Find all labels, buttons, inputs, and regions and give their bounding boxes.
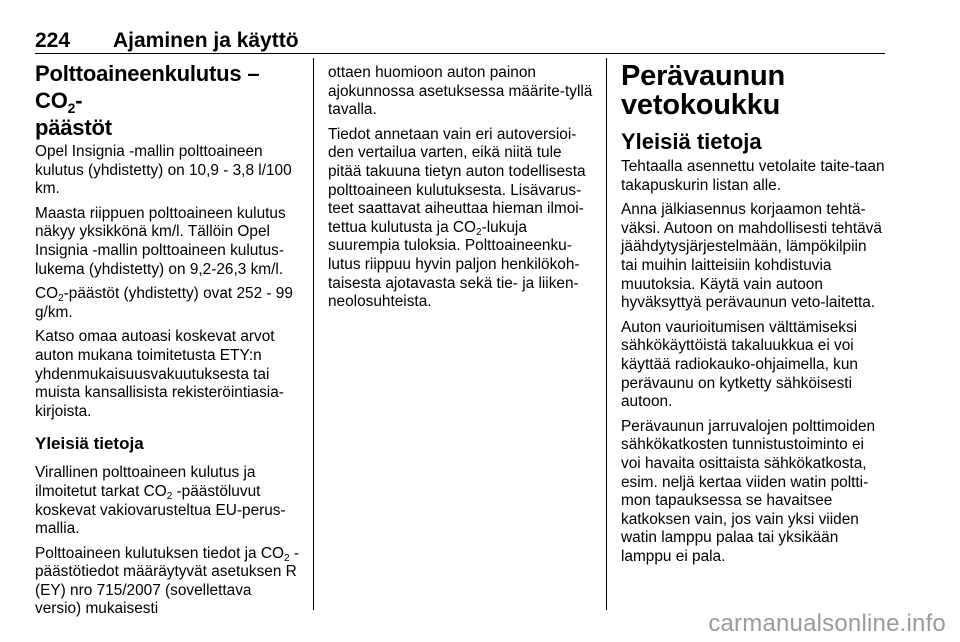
subscript: 2 (58, 293, 64, 305)
text: Polttoaineen kulutuksen tiedot ja CO (35, 544, 284, 562)
section-heading-towing: Perävaunun vetokoukku (621, 60, 785, 121)
text: -päästötiedot määräytyvät asetuksen R (EY) nro 715/2007 (sovellettava versio) mukaisesti (35, 544, 299, 618)
heading-text: Polttoaineenkulutus – CO (35, 61, 260, 113)
subheading-general-info: Yleisiä tietoja (621, 129, 762, 154)
paragraph: Maasta riippuen polttoaineen kulutus näkyy yksikkönä km/l. Tällöin Opel Insignia -mallin polttoaineen kulutus-lukema (yhdistetty) on 9,2-26,3 km/l. (35, 204, 286, 278)
column-left (35, 60, 299, 625)
subscript: 2 (166, 490, 173, 502)
section-heading-fuel-consumption (35, 60, 299, 141)
paragraph: Katso omaa autoasi koskevat arvot auton mukana toimitetusta ETY:n yhdenmukaisuusvakuutuksesta tai muista kansallisista rekisteröintiasia-kirjoista. (35, 328, 284, 420)
paragraph: ottaen huomioon auton painon ajokunnossa asetuksessa määrite-tyllä tavalla. (328, 64, 593, 119)
text: -päästöt (yhdistetty) ovat 252 - 99 g/km. (35, 285, 293, 321)
watermark: carmanualsonline.info (708, 610, 946, 637)
column-right (621, 60, 887, 572)
heading-text-line2: päästöt (35, 115, 112, 140)
text: CO (35, 285, 59, 303)
subheading-general-info: Yleisiä tietoja (35, 434, 144, 454)
subscript: 2 (476, 226, 482, 238)
column-divider (313, 58, 314, 610)
paragraph: Tehtaalla asennettu vetolaite taite-taan takapuskurin listan alle. (621, 158, 885, 194)
paragraph (35, 464, 299, 538)
heading-subscript: 2 (67, 100, 76, 116)
paragraph: Auton vaurioitumisen välttämiseksi sähkökäyttöistä takaluukkua ei voi käyttää radiokauko-ohjaimella, kun perävaunu on kytketty sähköisesti autoon. (621, 318, 858, 411)
page-header (35, 29, 885, 54)
column-divider (606, 58, 607, 610)
text: Tiedot annetaan vain eri autoversioi-den vertailua varten, eikä niitä tule pitää takuuna tietyn auton todellisesta polttoaineen kulutuksesta. Lisävarus-teet saattavat aiheuttaa hieman ilmoi-tettua kulutusta ja CO (328, 125, 586, 236)
paragraph (35, 545, 299, 619)
text: -päästöluvut koskevat vakiovarusteltua EU-perus-mallia. (35, 482, 286, 538)
heading-hyphen: - (75, 88, 83, 113)
chapter-title: Ajaminen ja käyttö (113, 29, 299, 52)
paragraph: Anna jälkiasennus korjaamon tehtä-väksi. Autoon on mahdollisesti tehtävä jäähdytysjärjestelmään, lämpökilpiin tai muihin laitteisiin kohdistuvia muutoksia. Käytä vain autoon hyväksyttyä perävaunun veto-laitetta. (621, 201, 882, 312)
page-number: 224 (35, 29, 71, 52)
text: -lukuja suurempia tuloksia. Polttoaineenku-lutus riippuu hyvin paljon henkilökoh-taisesta ajotavasta sekä tie- ja liiken-neolosuhteista. (328, 218, 580, 311)
paragraph: Opel Insignia -mallin polttoaineen kulutus (yhdistetty) on 10,9 - 3,8 l/100 km. (35, 143, 292, 198)
column-middle (328, 64, 593, 318)
paragraph (328, 126, 593, 312)
paragraph (35, 285, 299, 322)
paragraph: Perävaunun jarruvalojen polttimoiden sähkökatkosten tunnistustoiminto ei voi havaita osittaista sähkökatkosta, esim. neljä kertaa viiden watin poltti-mon tapauksessa se havaitsee katkoksen vain, jos vain yksi viiden watin lamppu palaa tai yksikään lamppu ei pala. (621, 417, 876, 565)
subscript: 2 (283, 552, 290, 564)
text: Virallinen polttoaineen kulutus ja ilmoitetut tarkat CO (35, 464, 256, 500)
